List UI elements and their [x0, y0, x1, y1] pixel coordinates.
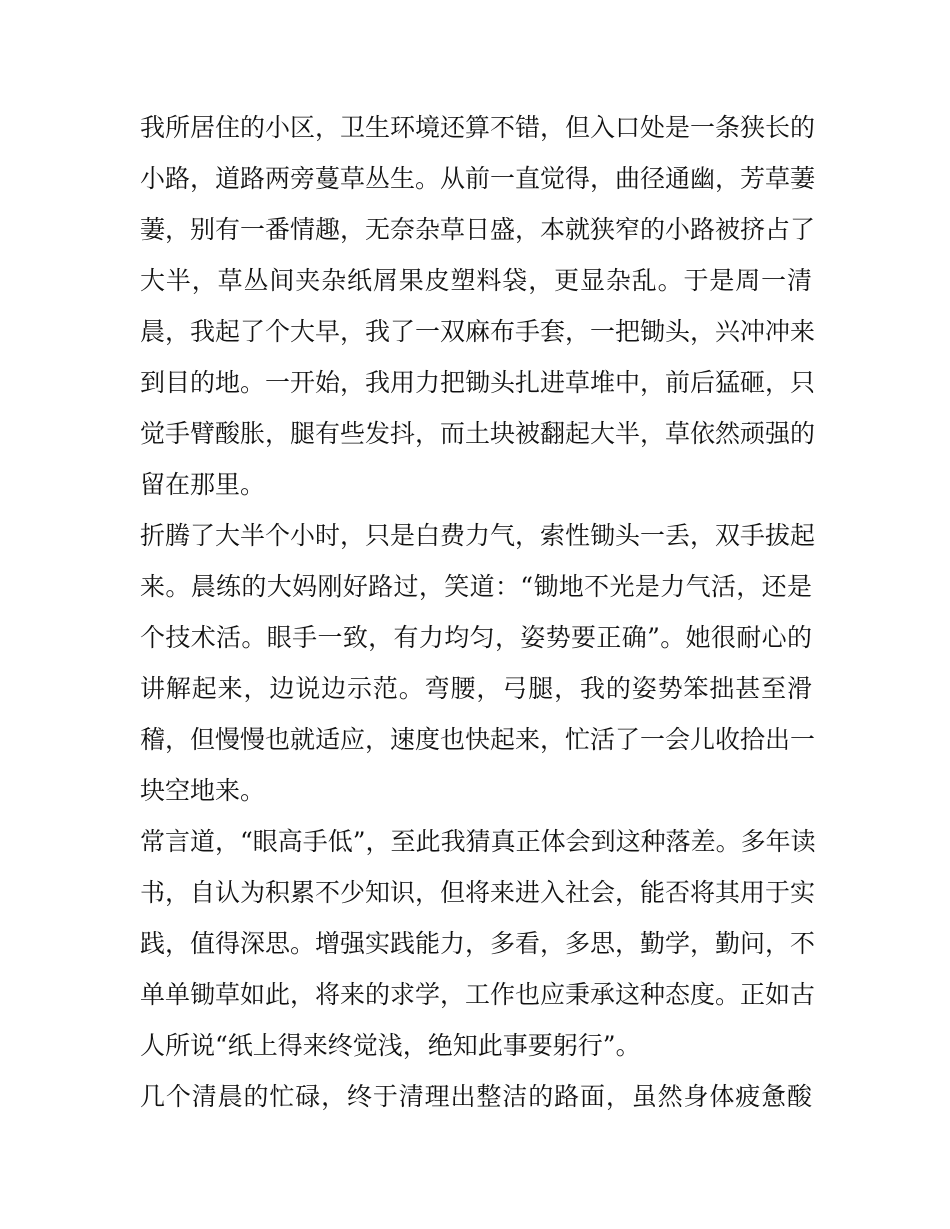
text-line: 稽，但慢慢也就适应，速度也快起来，忙活了一会儿收拾出一	[140, 725, 816, 754]
paragraph-4	[140, 1071, 812, 1122]
paragraph-1	[140, 102, 816, 510]
text-line: 个技术活。眼手一致，有力均匀，姿势要正确”。她很耐心的	[140, 623, 812, 652]
text-line: 留在那里。	[140, 470, 266, 499]
text-line: 来。晨练的大妈刚好路过，笑道：“锄地不光是力气活，还是	[140, 572, 812, 601]
text-line: 讲解起来，边说边示范。弯腰，弓腿，我的姿势笨拙甚至滑	[140, 674, 812, 703]
text-line: 我所居住的小区，卫生环境还算不错，但入口处是一条狭长的	[140, 113, 816, 142]
text-line: 折腾了大半个小时，只是白费力气，索性锄头一丢，双手拔起	[140, 521, 816, 550]
text-line: 到目的地。一开始，我用力把锄头扎进草堆中，前后猛砸，只	[140, 368, 816, 397]
text-line: 践，值得深思。增强实践能力，多看，多思，勤学，勤问，不	[140, 929, 816, 958]
text-line: 常言道，“眼高手低”，至此我猜真正体会到这种落差。多年读	[140, 827, 816, 856]
text-line: 大半，草丛间夹杂纸屑果皮塑料袋，更显杂乱。于是周一清	[140, 266, 812, 295]
paragraph-2	[140, 510, 816, 816]
paragraph-3	[140, 816, 816, 1071]
document-body	[140, 102, 816, 1122]
text-line: 觉手臂酸胀，腿有些发抖，而土块被翻起大半，草依然顽强的	[140, 419, 816, 448]
text-line: 萋，别有一番情趣，无奈杂草日盛，本就狭窄的小路被挤占了	[140, 215, 816, 244]
text-line: 书，自认为积累不少知识，但将来进入社会，能否将其用于实	[140, 878, 816, 907]
text-line: 晨，我起了个大早，我了一双麻布手套，一把锄头，兴冲冲来	[140, 317, 816, 346]
text-line: 小路，道路两旁蔓草丛生。从前一直觉得，曲径通幽，芳草萋	[140, 164, 816, 193]
text-line: 单单锄草如此，将来的求学，工作也应秉承这种态度。正如古	[140, 980, 816, 1009]
text-line: 人所说“纸上得来终觉浅，绝知此事要躬行”。	[140, 1031, 641, 1060]
text-line: 几个清晨的忙碌，终于清理出整洁的路面，虽然身体疲惫酸	[140, 1082, 812, 1111]
text-line: 块空地来。	[140, 776, 266, 805]
